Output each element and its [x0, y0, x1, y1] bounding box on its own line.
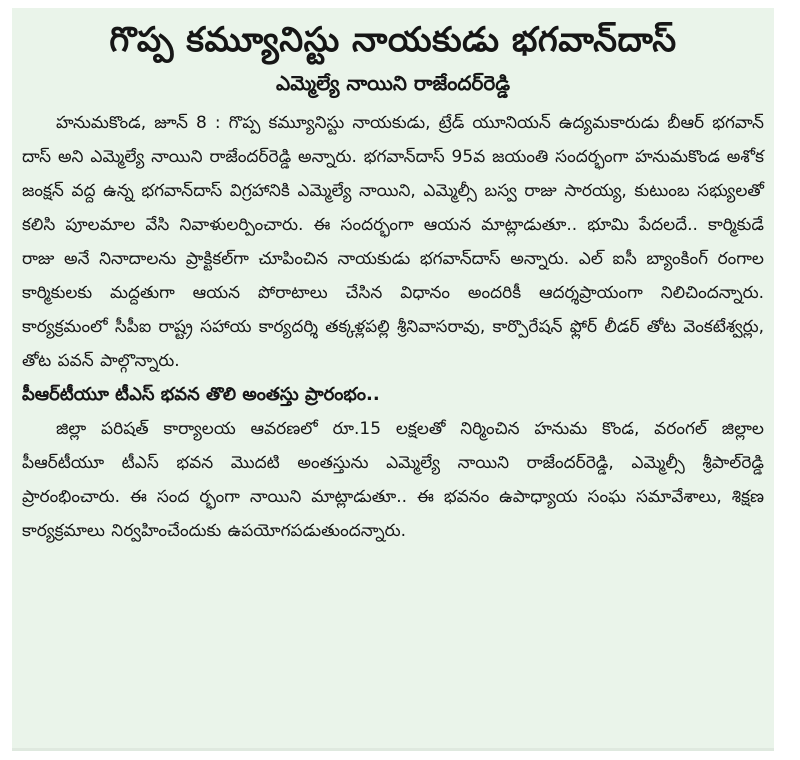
subheadline: ఎమ్మెల్యే నాయిని రాజేందర్‌రెడ్డి: [275, 71, 511, 95]
article-paragraph-2: జిల్లా పరిషత్ కార్యాలయ ఆవరణలో రూ.15 లక్షలతో నిర్మించిన హనుమ కొండ, వరంగల్ జిల్లాల పీఆర్‌టీయూ టీఎస్ భవన మొదటి అంతస్తును ఎమ్మెల్యే నాయిని రాజేందర్‌రెడ్డి, ఎమ్మెల్సీ శ్రీపాల్‌రెడ్డి ప్రారంభించారు. ఈ సంద ర్భంగా నాయిని మాట్లాడుతూ.. ఈ భవనం ఉపాధ్యాయ సంఘ సమావేశాలు, శిక్షణ కార్యక్రమాలు నిర్వహించేందుకు ఉపయోగపడుతుందన్నారు.: [22, 419, 764, 541]
clipping-edge: [12, 748, 774, 751]
newspaper-clipping: [12, 8, 774, 748]
headline: గొప్ప కమ్యూనిస్టు నాయకుడు భగవాన్‌దాస్: [109, 20, 677, 60]
article-paragraph-1: హనుమకొండ, జూన్ 8 : గొప్ప కమ్యూనిస్టు నాయకుడు, ట్రేడ్ యూనియన్ ఉద్యమకారుడు బీఆర్ భగవాన్ దాస్ అని ఎమ్మెల్యే నాయిని రాజేందర్‌రెడ్డి అన్నారు. భగవాన్‌దాస్ 95వ జయంతి సందర్భంగా హనుమకొండ అశోక జంక్షన్ వద్ద ఉన్న భగవాన్‌దాస్ విగ్రహానికి ఎమ్మెల్యే నాయిని, ఎమ్మెల్సీ బస్వ రాజు సారయ్య, కుటుంబ సభ్యులతో కలిసి పూలమాల వేసి నివాళులర్పించారు. ఈ సందర్భంగా ఆయన మాట్లాడుతూ.. భూమి పేదలదే.. కార్మికుడే రాజు అనే నినాదాలను ప్రాక్టికల్‌గా చూపించిన నాయకుడు భగవాన్‌దాస్ అన్నారు. ఎల్ ఐసీ బ్యాంకింగ్ రంగాల కార్మికులకు మద్దతుగా ఆయన పోరాటాలు చేసిన విధానం అందరికీ ఆదర్శప్రాయంగా నిలిచిందన్నారు. కార్యక్రమంలో సీపీఐ రాష్ట్ర సహాయ కార్యదర్శి తక్కళ్లపల్లి శ్రీనివాసరావు, కార్పొరేషన్ ఫ్లోర్ లీడర్ తోట వెంకటేశ్వర్లు, తోట పవన్ పాల్గొన్నారు.: [22, 113, 764, 371]
section-heading: పీఆర్‌టీయూ టీఎస్ భవన తొలి అంతస్తు ప్రారంభం..: [22, 384, 380, 405]
